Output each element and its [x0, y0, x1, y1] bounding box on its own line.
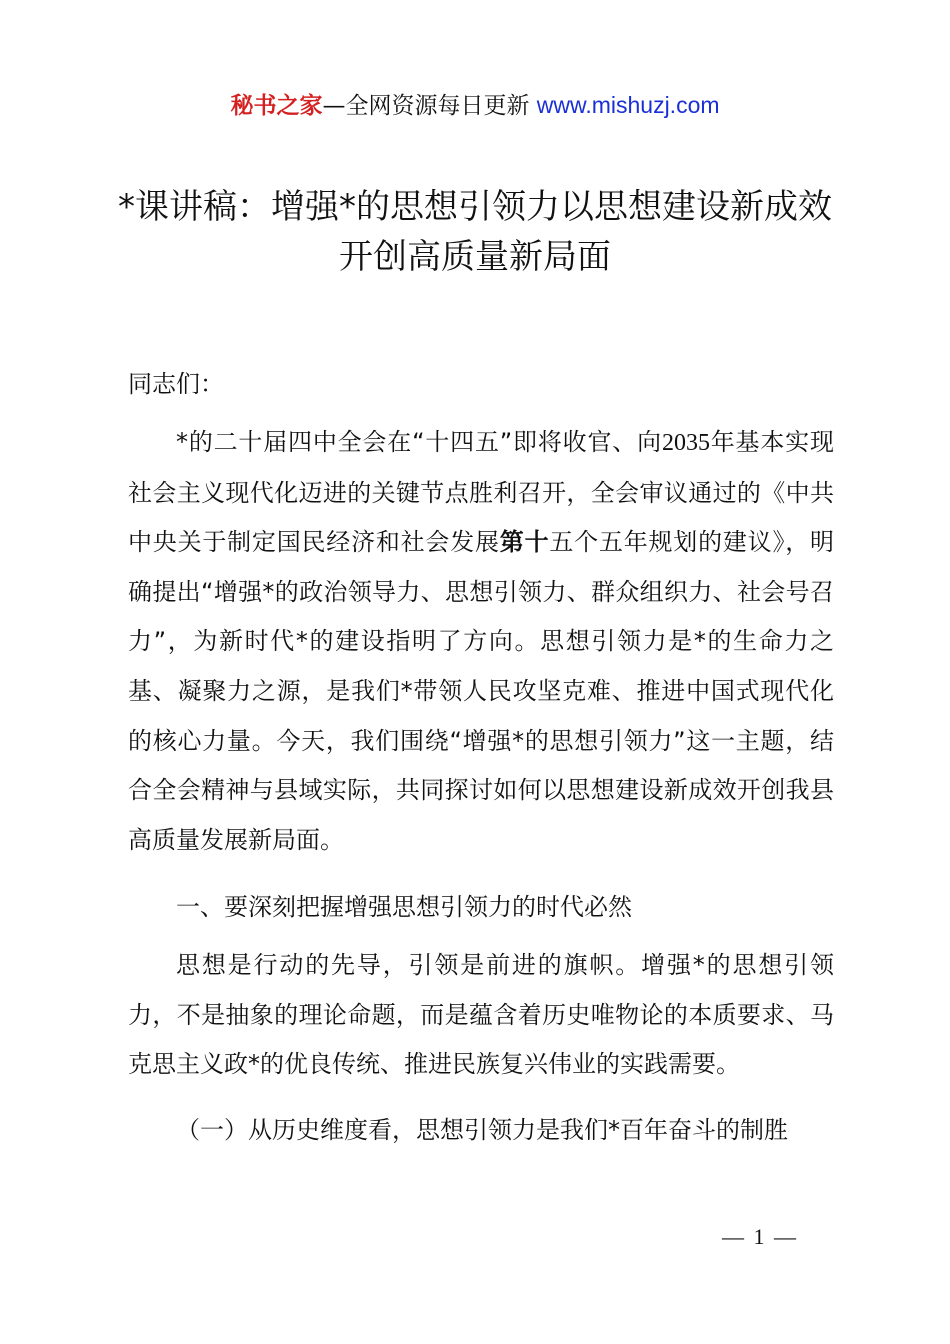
- header-tagline: 全网资源每日更新: [345, 93, 530, 119]
- para1-text-b: 年基本实现社会主义现代化迈进的关键节点胜利召开，全会审议通过的《中共中央关于制定国民经济和社会发展: [128, 428, 834, 557]
- salutation: 同志们：: [128, 370, 224, 398]
- site-header: [0, 90, 950, 121]
- section-heading-1: 一、要深刻把握增强思想引领力的时代必然: [176, 893, 632, 921]
- para1-text-a: *的二十届四中全会在“十四五”即将收官、向: [176, 428, 662, 456]
- site-brand: 秘书之家: [230, 93, 323, 119]
- document-title: *课讲稿：增强*的思想引领力以思想建设新成效开创高质量新局面: [118, 187, 832, 277]
- subsection-heading-1: （一）从历史维度看，思想引领力是我们*百年奋斗的制胜: [176, 1116, 788, 1144]
- site-url-link[interactable]: www.mishuzj.com: [536, 92, 720, 118]
- paragraph-intro: [128, 418, 834, 865]
- para1-bold-text: 第十: [499, 528, 550, 557]
- paragraph-section-1: 思想是行动的先导，引领是前进的旗帜。增强*的思想引领力，不是抽象的理论命题，而是蕴含着历史唯物论的本质要求、马克思主义政*的优良传统、推进民族复兴伟业的实践需要。: [128, 951, 834, 1079]
- para1-year: 2035: [661, 430, 710, 456]
- para1-text-c: 五个五年规划的建议》，明确提出“增强*的政治领导力、思想引领力、群众组织力、社会号召力”，为新时代*的建设指明了方向。思想引领力是*的生命力之基、凝聚力之源，是我们*带领人民攻坚克难、推进中国式现代化的核心力量。今天，我们围绕“增强*的思想引领力”这一主题，结合全会精神与县域实际，共同探讨如何以思想建设新成效开创我县高质量发展新局面。: [128, 528, 835, 854]
- header-separator: —: [322, 93, 346, 119]
- page-number: — 1 —: [722, 1224, 798, 1249]
